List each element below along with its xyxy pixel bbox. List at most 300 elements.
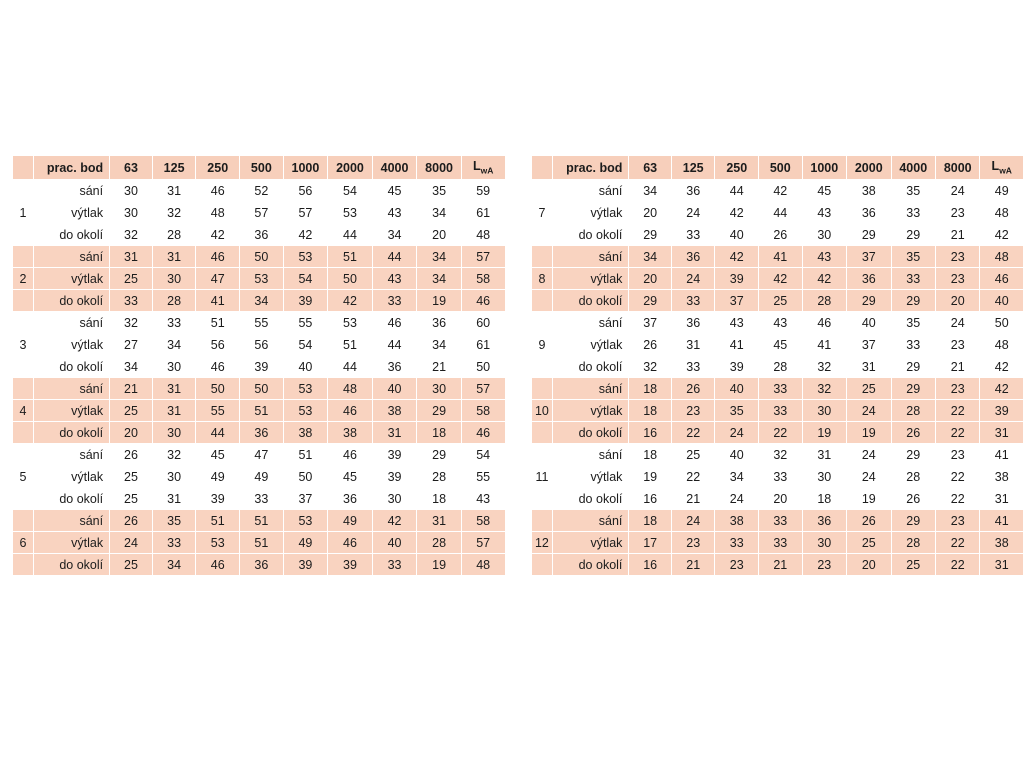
- row-label-cell: výtlak: [553, 466, 629, 488]
- value-cell: 33: [759, 400, 803, 422]
- value-cell: 31: [110, 246, 153, 268]
- value-cell: 35: [417, 180, 462, 202]
- value-cell: 25: [110, 268, 153, 290]
- lwa-cell: 38: [980, 466, 1024, 488]
- header-frequency-8000: 8000: [417, 156, 462, 180]
- value-cell: 54: [283, 268, 328, 290]
- value-cell: 35: [891, 246, 935, 268]
- table-row: [531, 554, 1024, 576]
- value-cell: 42: [715, 246, 759, 268]
- value-cell: 30: [372, 488, 417, 510]
- value-cell: 23: [936, 202, 980, 224]
- table-row: [531, 422, 1024, 444]
- value-cell: 29: [891, 444, 935, 466]
- value-cell: 32: [110, 312, 153, 334]
- value-cell: 22: [936, 532, 980, 554]
- lwa-cell: 48: [980, 246, 1024, 268]
- value-cell: 50: [240, 378, 284, 400]
- row-label-cell: sání: [33, 180, 109, 202]
- group-index-cell: [531, 290, 553, 312]
- value-cell: 33: [759, 510, 803, 532]
- value-cell: 25: [847, 378, 891, 400]
- value-cell: 35: [152, 510, 196, 532]
- value-cell: 19: [629, 466, 672, 488]
- header-point-label: prac. bod: [553, 156, 629, 180]
- value-cell: 29: [891, 224, 935, 246]
- value-cell: 34: [715, 466, 759, 488]
- group-index-cell: 7: [531, 202, 553, 224]
- header-frequency-63: 63: [110, 156, 153, 180]
- value-cell: 40: [372, 532, 417, 554]
- value-cell: 24: [671, 510, 715, 532]
- lwa-cell: 38: [980, 532, 1024, 554]
- value-cell: 20: [629, 202, 672, 224]
- table-row: [531, 356, 1024, 378]
- lwa-cell: 54: [461, 444, 505, 466]
- group-index-cell: [13, 180, 34, 202]
- acoustic-table-left: [12, 155, 506, 576]
- value-cell: 28: [802, 290, 846, 312]
- value-cell: 20: [936, 290, 980, 312]
- value-cell: 34: [372, 224, 417, 246]
- group-index-cell: [531, 312, 553, 334]
- lwa-cell: 31: [980, 488, 1024, 510]
- header-frequency-500: 500: [240, 156, 284, 180]
- value-cell: 33: [891, 202, 935, 224]
- value-cell: 30: [152, 422, 196, 444]
- row-label-cell: do okolí: [553, 224, 629, 246]
- value-cell: 23: [936, 510, 980, 532]
- group-index-cell: 11: [531, 466, 553, 488]
- value-cell: 32: [759, 444, 803, 466]
- table-row: [531, 400, 1024, 422]
- value-cell: 19: [417, 290, 462, 312]
- value-cell: 51: [196, 312, 240, 334]
- value-cell: 53: [240, 268, 284, 290]
- value-cell: 34: [629, 180, 672, 202]
- value-cell: 51: [283, 444, 328, 466]
- value-cell: 25: [110, 554, 153, 576]
- value-cell: 28: [891, 466, 935, 488]
- value-cell: 33: [671, 290, 715, 312]
- value-cell: 50: [283, 466, 328, 488]
- group-index-cell: [13, 224, 34, 246]
- value-cell: 34: [629, 246, 672, 268]
- lwa-cell: 58: [461, 510, 505, 532]
- lwa-cell: 60: [461, 312, 505, 334]
- group-index-cell: [13, 488, 34, 510]
- group-index-cell: [531, 224, 553, 246]
- row-label-cell: výtlak: [553, 268, 629, 290]
- value-cell: 37: [715, 290, 759, 312]
- value-cell: 22: [671, 422, 715, 444]
- lwa-cell: 49: [980, 180, 1024, 202]
- row-label-cell: sání: [553, 246, 629, 268]
- row-label-cell: výtlak: [33, 400, 109, 422]
- value-cell: 36: [240, 224, 284, 246]
- value-cell: 34: [110, 356, 153, 378]
- value-cell: 43: [802, 202, 846, 224]
- lwa-cell: 61: [461, 334, 505, 356]
- table-row: [13, 378, 506, 400]
- value-cell: 24: [847, 400, 891, 422]
- value-cell: 30: [152, 466, 196, 488]
- table-row: [531, 334, 1024, 356]
- lwa-cell: 42: [980, 224, 1024, 246]
- group-index-cell: 2: [13, 268, 34, 290]
- value-cell: 44: [759, 202, 803, 224]
- value-cell: 53: [283, 246, 328, 268]
- value-cell: 33: [110, 290, 153, 312]
- value-cell: 33: [891, 334, 935, 356]
- value-cell: 42: [372, 510, 417, 532]
- value-cell: 44: [328, 224, 373, 246]
- value-cell: 30: [802, 400, 846, 422]
- value-cell: 25: [110, 488, 153, 510]
- value-cell: 31: [152, 246, 196, 268]
- value-cell: 42: [283, 224, 328, 246]
- lwa-cell: 31: [980, 554, 1024, 576]
- value-cell: 39: [372, 466, 417, 488]
- value-cell: 38: [328, 422, 373, 444]
- value-cell: 24: [936, 312, 980, 334]
- value-cell: 23: [936, 378, 980, 400]
- value-cell: 51: [196, 510, 240, 532]
- value-cell: 42: [196, 224, 240, 246]
- value-cell: 36: [847, 268, 891, 290]
- lwa-cell: 39: [980, 400, 1024, 422]
- value-cell: 30: [417, 378, 462, 400]
- group-index-cell: [531, 246, 553, 268]
- value-cell: 29: [629, 290, 672, 312]
- value-cell: 50: [196, 378, 240, 400]
- group-index-cell: [531, 488, 553, 510]
- value-cell: 26: [759, 224, 803, 246]
- value-cell: 34: [152, 554, 196, 576]
- lwa-cell: 46: [980, 268, 1024, 290]
- value-cell: 21: [671, 488, 715, 510]
- value-cell: 31: [802, 444, 846, 466]
- value-cell: 16: [629, 488, 672, 510]
- value-cell: 54: [328, 180, 373, 202]
- value-cell: 44: [372, 246, 417, 268]
- value-cell: 36: [671, 246, 715, 268]
- table-row: [13, 488, 506, 510]
- table-row: [13, 444, 506, 466]
- value-cell: 25: [110, 466, 153, 488]
- value-cell: 34: [417, 202, 462, 224]
- value-cell: 25: [110, 400, 153, 422]
- header-frequency-8000: 8000: [936, 156, 980, 180]
- value-cell: 29: [891, 290, 935, 312]
- row-label-cell: sání: [33, 510, 109, 532]
- row-label-cell: sání: [33, 378, 109, 400]
- value-cell: 48: [196, 202, 240, 224]
- value-cell: 32: [152, 202, 196, 224]
- value-cell: 30: [110, 180, 153, 202]
- value-cell: 46: [328, 444, 373, 466]
- row-label-cell: do okolí: [553, 356, 629, 378]
- value-cell: 49: [328, 510, 373, 532]
- group-index-cell: 1: [13, 202, 34, 224]
- value-cell: 22: [759, 422, 803, 444]
- value-cell: 43: [759, 312, 803, 334]
- row-label-cell: do okolí: [33, 290, 109, 312]
- lwa-cell: 50: [980, 312, 1024, 334]
- header-frequency-125: 125: [152, 156, 196, 180]
- value-cell: 43: [372, 202, 417, 224]
- value-cell: 43: [715, 312, 759, 334]
- lwa-cell: 57: [461, 378, 505, 400]
- value-cell: 24: [936, 180, 980, 202]
- table-row: [531, 268, 1024, 290]
- value-cell: 31: [152, 378, 196, 400]
- table-row: [531, 510, 1024, 532]
- value-cell: 20: [629, 268, 672, 290]
- value-cell: 36: [240, 422, 284, 444]
- value-cell: 50: [328, 268, 373, 290]
- value-cell: 52: [240, 180, 284, 202]
- table-row: [531, 202, 1024, 224]
- value-cell: 28: [417, 466, 462, 488]
- value-cell: 29: [847, 224, 891, 246]
- value-cell: 36: [328, 488, 373, 510]
- value-cell: 31: [847, 356, 891, 378]
- value-cell: 29: [417, 444, 462, 466]
- value-cell: 30: [802, 532, 846, 554]
- value-cell: 46: [328, 400, 373, 422]
- value-cell: 42: [715, 202, 759, 224]
- row-label-cell: do okolí: [33, 488, 109, 510]
- value-cell: 45: [759, 334, 803, 356]
- row-label-cell: sání: [33, 444, 109, 466]
- value-cell: 32: [802, 356, 846, 378]
- value-cell: 40: [372, 378, 417, 400]
- group-index-cell: [13, 312, 34, 334]
- group-index-cell: 6: [13, 532, 34, 554]
- value-cell: 46: [196, 180, 240, 202]
- value-cell: 29: [891, 378, 935, 400]
- value-cell: 53: [283, 378, 328, 400]
- header-index-spacer: [531, 156, 553, 180]
- value-cell: 40: [715, 378, 759, 400]
- lwa-cell: 42: [980, 356, 1024, 378]
- value-cell: 24: [110, 532, 153, 554]
- value-cell: 45: [328, 466, 373, 488]
- value-cell: 31: [417, 510, 462, 532]
- lwa-cell: 46: [461, 290, 505, 312]
- value-cell: 18: [802, 488, 846, 510]
- lwa-cell: 41: [980, 444, 1024, 466]
- value-cell: 29: [891, 510, 935, 532]
- value-cell: 31: [152, 180, 196, 202]
- value-cell: 50: [240, 246, 284, 268]
- value-cell: 22: [671, 466, 715, 488]
- row-label-cell: do okolí: [553, 290, 629, 312]
- value-cell: 39: [372, 444, 417, 466]
- value-cell: 33: [715, 532, 759, 554]
- value-cell: 54: [283, 334, 328, 356]
- value-cell: 25: [671, 444, 715, 466]
- value-cell: 39: [328, 554, 373, 576]
- group-index-cell: [13, 378, 34, 400]
- value-cell: 43: [372, 268, 417, 290]
- value-cell: 33: [759, 532, 803, 554]
- lwa-cell: 42: [980, 378, 1024, 400]
- value-cell: 37: [283, 488, 328, 510]
- lwa-cell: 58: [461, 268, 505, 290]
- value-cell: 45: [196, 444, 240, 466]
- value-cell: 22: [936, 466, 980, 488]
- value-cell: 21: [417, 356, 462, 378]
- table-row: [13, 180, 506, 202]
- value-cell: 53: [328, 202, 373, 224]
- header-frequency-1000: 1000: [283, 156, 328, 180]
- value-cell: 22: [936, 422, 980, 444]
- group-index-cell: [531, 378, 553, 400]
- value-cell: 55: [196, 400, 240, 422]
- value-cell: 53: [283, 400, 328, 422]
- value-cell: 16: [629, 422, 672, 444]
- row-label-cell: sání: [553, 180, 629, 202]
- value-cell: 23: [936, 334, 980, 356]
- lwa-cell: 48: [980, 202, 1024, 224]
- group-index-cell: [531, 356, 553, 378]
- value-cell: 56: [283, 180, 328, 202]
- table-row: [531, 532, 1024, 554]
- value-cell: 32: [110, 224, 153, 246]
- value-cell: 21: [671, 554, 715, 576]
- value-cell: 33: [240, 488, 284, 510]
- row-label-cell: do okolí: [553, 422, 629, 444]
- value-cell: 46: [372, 312, 417, 334]
- value-cell: 46: [196, 356, 240, 378]
- lwa-cell: 50: [461, 356, 505, 378]
- group-index-cell: [531, 422, 553, 444]
- acoustic-table-left-holder: [12, 155, 506, 576]
- header-frequency-63: 63: [629, 156, 672, 180]
- row-label-cell: sání: [33, 312, 109, 334]
- value-cell: 38: [715, 510, 759, 532]
- value-cell: 30: [152, 268, 196, 290]
- value-cell: 28: [152, 224, 196, 246]
- table-row: [13, 334, 506, 356]
- lwa-cell: 41: [980, 510, 1024, 532]
- value-cell: 23: [936, 268, 980, 290]
- lwa-cell: 59: [461, 180, 505, 202]
- row-label-cell: sání: [553, 378, 629, 400]
- header-frequency-1000: 1000: [802, 156, 846, 180]
- value-cell: 29: [417, 400, 462, 422]
- value-cell: 46: [802, 312, 846, 334]
- value-cell: 26: [891, 422, 935, 444]
- row-label-cell: výtlak: [553, 532, 629, 554]
- value-cell: 33: [372, 290, 417, 312]
- row-label-cell: sání: [33, 246, 109, 268]
- lwa-cell: 55: [461, 466, 505, 488]
- value-cell: 18: [417, 422, 462, 444]
- value-cell: 29: [891, 356, 935, 378]
- row-label-cell: sání: [553, 312, 629, 334]
- value-cell: 25: [891, 554, 935, 576]
- value-cell: 18: [629, 444, 672, 466]
- value-cell: 17: [629, 532, 672, 554]
- row-label-cell: výtlak: [553, 334, 629, 356]
- group-index-cell: [13, 554, 34, 576]
- header-frequency-250: 250: [196, 156, 240, 180]
- group-index-cell: 12: [531, 532, 553, 554]
- value-cell: 18: [417, 488, 462, 510]
- value-cell: 28: [891, 400, 935, 422]
- group-index-cell: [13, 444, 34, 466]
- value-cell: 42: [759, 268, 803, 290]
- value-cell: 37: [629, 312, 672, 334]
- group-index-cell: [531, 180, 553, 202]
- value-cell: 51: [328, 246, 373, 268]
- group-index-cell: [531, 510, 553, 532]
- table-row: [13, 510, 506, 532]
- value-cell: 32: [802, 378, 846, 400]
- lwa-cell: 61: [461, 202, 505, 224]
- tables-container: [0, 155, 1024, 576]
- value-cell: 33: [891, 268, 935, 290]
- value-cell: 46: [196, 554, 240, 576]
- header-frequency-4000: 4000: [372, 156, 417, 180]
- table-row: [13, 422, 506, 444]
- value-cell: 49: [196, 466, 240, 488]
- group-index-cell: 3: [13, 334, 34, 356]
- value-cell: 29: [847, 290, 891, 312]
- value-cell: 34: [417, 268, 462, 290]
- value-cell: 53: [283, 510, 328, 532]
- value-cell: 42: [759, 180, 803, 202]
- value-cell: 56: [240, 334, 284, 356]
- value-cell: 36: [847, 202, 891, 224]
- lwa-cell: 46: [461, 422, 505, 444]
- header-total-lwa: $L_{wA}$: [461, 156, 505, 180]
- value-cell: 34: [417, 246, 462, 268]
- value-cell: 44: [328, 356, 373, 378]
- header-frequency-250: 250: [715, 156, 759, 180]
- group-index-cell: 10: [531, 400, 553, 422]
- value-cell: 34: [417, 334, 462, 356]
- row-label-cell: výtlak: [33, 268, 109, 290]
- value-cell: 26: [110, 510, 153, 532]
- value-cell: 31: [372, 422, 417, 444]
- row-label-cell: výtlak: [33, 334, 109, 356]
- value-cell: 23: [936, 444, 980, 466]
- group-index-cell: [13, 422, 34, 444]
- value-cell: 38: [847, 180, 891, 202]
- table-row: [13, 356, 506, 378]
- value-cell: 31: [152, 400, 196, 422]
- value-cell: 47: [240, 444, 284, 466]
- row-label-cell: výtlak: [33, 466, 109, 488]
- value-cell: 22: [936, 488, 980, 510]
- value-cell: 30: [802, 224, 846, 246]
- value-cell: 53: [196, 532, 240, 554]
- value-cell: 24: [715, 422, 759, 444]
- value-cell: 24: [671, 202, 715, 224]
- value-cell: 39: [196, 488, 240, 510]
- value-cell: 35: [715, 400, 759, 422]
- value-cell: 36: [802, 510, 846, 532]
- value-cell: 41: [759, 246, 803, 268]
- header-frequency-500: 500: [759, 156, 803, 180]
- value-cell: 24: [715, 488, 759, 510]
- value-cell: 19: [847, 488, 891, 510]
- group-index-cell: [13, 356, 34, 378]
